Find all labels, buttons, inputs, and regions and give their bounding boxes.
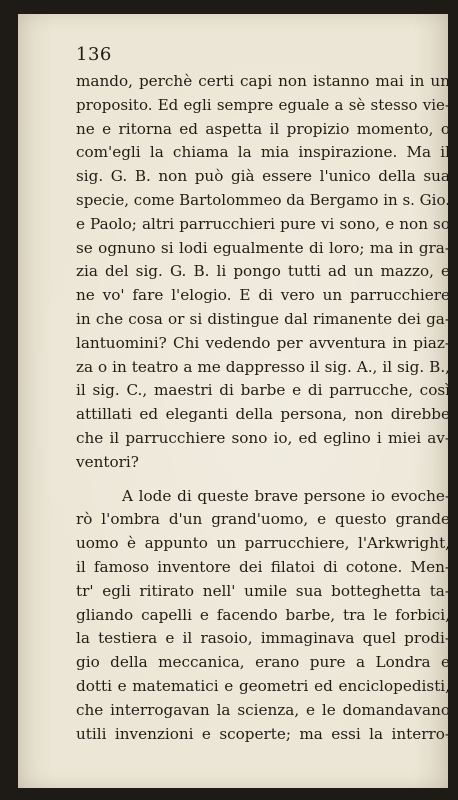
text-line: zia del sig. G. B. li pongo tutti ad un mazzo, e bbox=[76, 262, 450, 281]
text-line: tr' egli ritirato nell' umile sua botteghetta ta- bbox=[76, 581, 450, 600]
text-line: utili invenzioni e scoperte; ma essi la interro- bbox=[76, 724, 450, 743]
text-line: A lode di queste brave persone io evoche- bbox=[122, 486, 450, 505]
text-line: proposito. Ed egli sempre eguale a sè stesso vie- bbox=[76, 95, 450, 114]
text-line: gliando capelli e facendo barbe, tra le forbici, bbox=[76, 605, 450, 624]
text-line: e Paolo; altri parrucchieri pure vi sono, e non so bbox=[76, 214, 450, 233]
text-line: za o in teatro a me dappresso il sig. A., il sig. B., bbox=[76, 357, 450, 376]
text-line: ventori? bbox=[76, 452, 139, 471]
text-line: dotti e matematici e geometri ed enciclopedisti, bbox=[76, 676, 450, 695]
text-line: che interrogavan la scienza, e le domandavano bbox=[76, 700, 450, 719]
paragraph-gap bbox=[76, 475, 450, 485]
text-line: gio della meccanica, erano pure a Londra e bbox=[76, 653, 450, 672]
text-line: ne vo' fare l'elogio. E di vero un parrucchiere bbox=[76, 286, 450, 305]
text-line: uomo è appunto un parrucchiere, l'Arkwright, bbox=[76, 534, 450, 553]
body-text bbox=[76, 70, 450, 746]
book-page bbox=[18, 14, 448, 788]
paragraph bbox=[76, 70, 450, 475]
text-line: ne e ritorna ed aspetta il propizio momento, o bbox=[76, 119, 450, 138]
text-line: il sig. C., maestri di barbe e di parrucche, così bbox=[76, 381, 450, 400]
text-line: specie, come Bartolommeo da Bergamo in s. Gio. bbox=[76, 190, 450, 209]
text-line: com'egli la chiama la mia inspirazione. Ma il bbox=[76, 143, 450, 162]
text-line: sig. G. B. non può già essere l'unico della sua bbox=[76, 167, 450, 186]
text-line: il famoso inventore dei filatoi di cotone. Men- bbox=[76, 557, 450, 576]
text-line: lantuomini? Chi vedendo per avventura in piaz- bbox=[76, 333, 450, 352]
text-line: in che cosa or si distingue dal rimanente dei ga- bbox=[76, 309, 450, 328]
text-line: rò l'ombra d'un grand'uomo, e questo grande bbox=[76, 510, 450, 529]
text-line: se ognuno si lodi egualmente di loro; ma in gra- bbox=[76, 238, 450, 257]
text-line: che il parrucchiere sono io, ed eglino i miei av- bbox=[76, 428, 450, 447]
text-line: attillati ed eleganti della persona, non direbbe bbox=[76, 405, 450, 424]
text-line: la testiera e il rasoio, immaginava quel prodi- bbox=[76, 629, 450, 648]
text-line: mando, perchè certi capi non istanno mai in un bbox=[76, 72, 450, 90]
paragraph bbox=[76, 485, 450, 747]
page-number: 136 bbox=[76, 44, 112, 65]
